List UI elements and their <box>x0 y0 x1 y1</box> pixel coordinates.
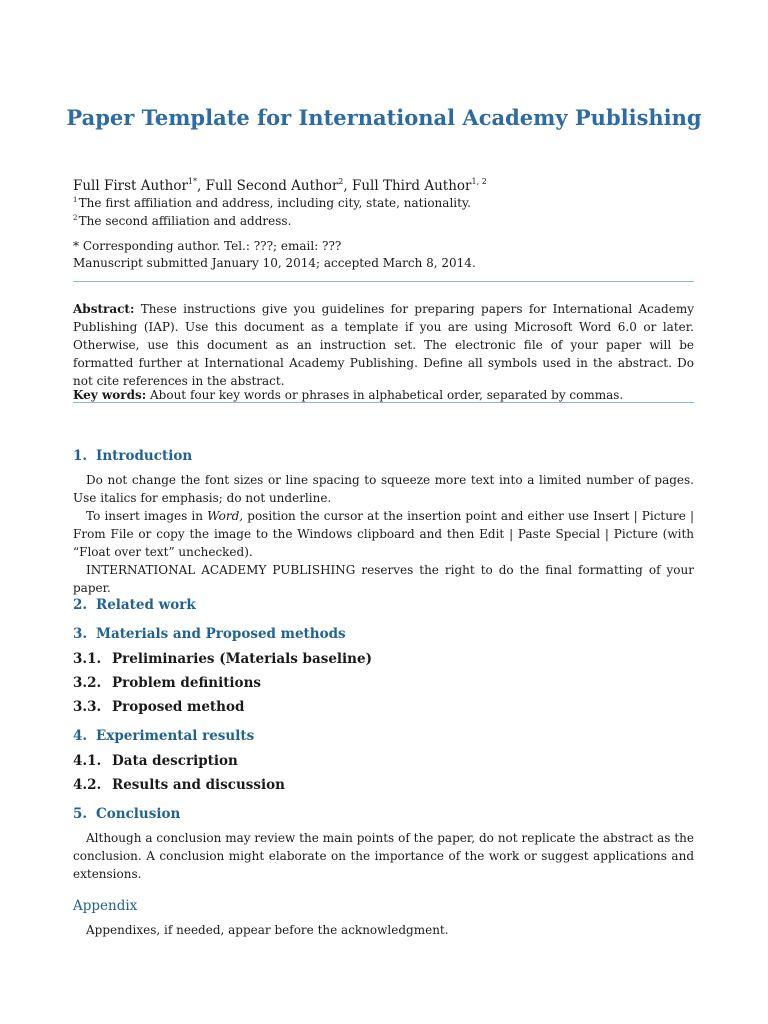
intro-p2-emphasis: Word, <box>207 509 244 523</box>
conclusion-paragraph: Although a conclusion may review the main points of the paper, do not replicate the abstract as the conclusion. A conclusion might elaborate on the importance of the work or suggest applications and extensions. <box>73 831 694 881</box>
subsection-title: Results and discussion <box>112 777 285 793</box>
subsection-title: Problem definitions <box>112 675 261 691</box>
keywords-label: Key words: <box>73 388 147 402</box>
section-title: Related work <box>96 597 196 613</box>
affiliation-1-sup: 1 <box>73 196 78 204</box>
introduction-body <box>73 471 694 597</box>
intro-paragraph-1: Do not change the font sizes or line spacing to squeeze more text into a limited number of pages. Use italics for emphasis; do not underline. <box>73 473 694 505</box>
affiliation-1 <box>73 193 694 211</box>
abstract-divider <box>73 402 694 403</box>
affiliation-2 <box>73 211 694 229</box>
section-number: 1. <box>73 448 88 464</box>
subsection-results-discussion-heading <box>73 776 285 794</box>
section-number: 4. <box>73 728 88 744</box>
author-1: Full First Author <box>73 178 188 194</box>
author-2: , Full Second Author <box>197 178 339 194</box>
abstract-text: These instructions give you guidelines for preparing papers for International Academy Publishing (IAP). Use this document as a template if you are using Microsoft Word 6.0 or later. Otherwise, use this document as an instruction set. The electronic file of your paper will be formatted further at International Academy Publishing. Define all symbols used in the abstract. Do not cite references in the abstract. <box>73 302 694 388</box>
section-title: Introduction <box>96 448 193 464</box>
intro-p2-text-b: position the cursor at the insertion point and either use Insert | Picture | From File or copy the image to the Windows clipboard and then Edit | Paste Special | Picture (with “Float over text” unchecked). <box>73 509 694 559</box>
section-experimental-results-heading <box>73 727 254 745</box>
subsection-title: Proposed method <box>112 699 245 715</box>
subsection-data-description-heading <box>73 752 238 770</box>
section-title: Materials and Proposed methods <box>96 626 346 642</box>
paper-title: Paper Template for International Academy Publishing <box>66 105 702 130</box>
section-title: Conclusion <box>96 806 181 822</box>
author-3-sup: 1, 2 <box>471 177 487 186</box>
appendix-heading: Appendix <box>73 898 138 914</box>
section-title: Experimental results <box>96 728 255 744</box>
affiliation-1-text: The first affiliation and address, including city, state, nationality. <box>78 196 471 210</box>
section-materials-heading <box>73 625 346 643</box>
section-conclusion-heading <box>73 805 180 823</box>
subsection-problem-definitions-heading <box>73 674 261 692</box>
correspondence-block <box>73 238 694 272</box>
appendix-paragraph: Appendixes, if needed, appear before the acknowledgment. <box>86 923 449 937</box>
affiliation-2-sup: 2 <box>73 214 78 222</box>
subsection-number: 4.2. <box>73 777 102 793</box>
section-number: 5. <box>73 806 88 822</box>
subsection-number: 3.1. <box>73 651 102 667</box>
section-introduction-heading <box>73 447 192 465</box>
subsection-number: 3.2. <box>73 675 102 691</box>
section-related-work-heading <box>73 596 196 614</box>
subsection-title: Data description <box>112 753 238 769</box>
subsection-title: Preliminaries (Materials baseline) <box>112 651 372 667</box>
affiliation-2-text: The second affiliation and address. <box>78 214 292 228</box>
subsection-preliminaries-heading <box>73 650 372 668</box>
section-number: 2. <box>73 597 88 613</box>
section-number: 3. <box>73 626 88 642</box>
appendix-body <box>73 921 694 939</box>
intro-p2-text-a: To insert images in <box>86 509 208 523</box>
conclusion-body <box>73 829 694 883</box>
affiliations <box>73 193 694 229</box>
abstract <box>73 300 694 390</box>
author-1-sup: 1* <box>187 177 198 186</box>
subsection-proposed-method-heading <box>73 698 244 716</box>
intro-paragraph-3: INTERNATIONAL ACADEMY PUBLISHING reserves the right to do the final formatting of your paper. <box>73 563 694 595</box>
corresponding-author: * Corresponding author. Tel.: ???; email: ??? <box>73 239 342 253</box>
abstract-label: Abstract: <box>73 302 135 316</box>
subsection-number: 3.3. <box>73 699 102 715</box>
author-2-sup: 2 <box>338 177 344 186</box>
keywords-text: About four key words or phrases in alphabetical order, separated by commas. <box>146 388 624 402</box>
manuscript-dates: Manuscript submitted January 10, 2014; accepted March 8, 2014. <box>73 256 476 270</box>
author-3: , Full Third Author <box>343 178 472 194</box>
subsection-number: 4.1. <box>73 753 102 769</box>
intro-paragraph-2 <box>73 507 694 561</box>
header-divider <box>73 281 694 282</box>
